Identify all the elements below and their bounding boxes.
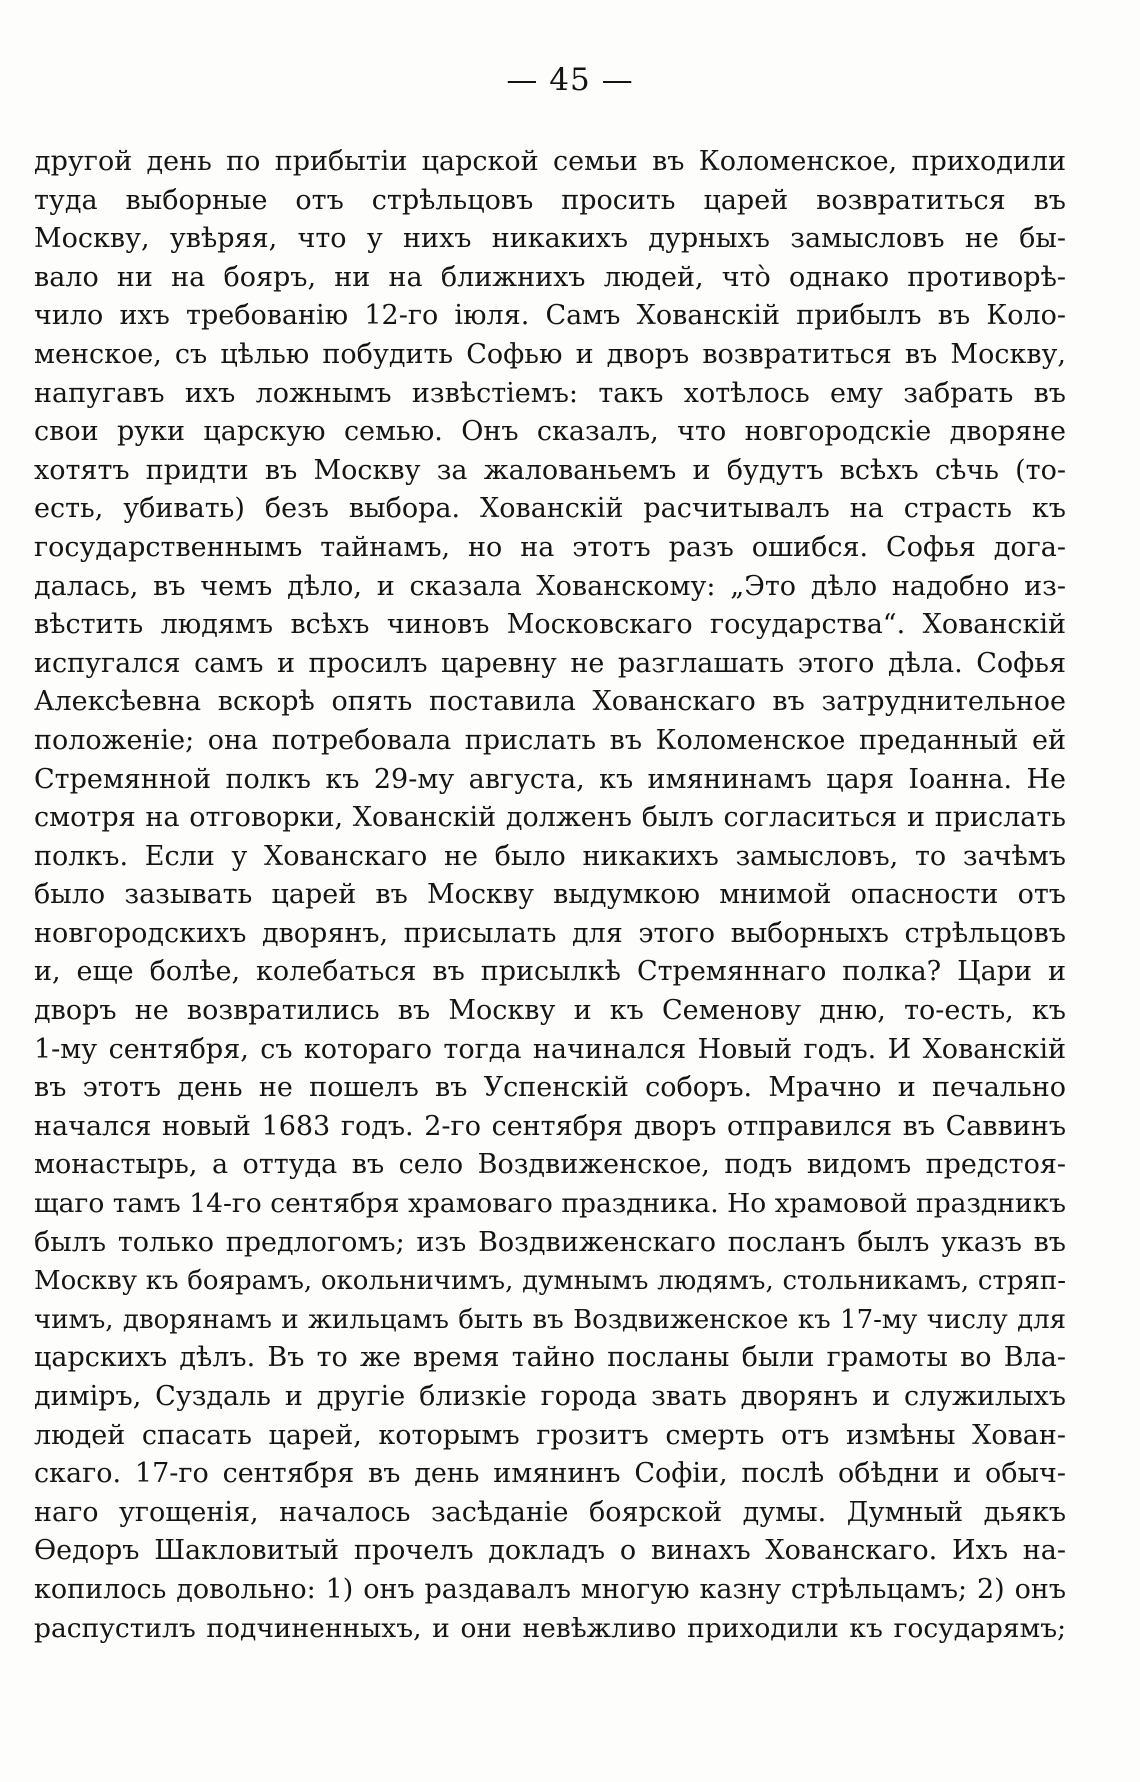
text-line: копилось довольно: 1) онъ раздавалъ многую казну стрѣльцамъ; 2) онъ (34, 1573, 1066, 1605)
text-line: было зазывать царей въ Москву выдумкою мнимой опасности отъ (34, 879, 1066, 911)
text-line: государственнымъ тайнамъ, но на этотъ разъ ошибся. Софья дога- (34, 531, 1066, 563)
body-text (34, 143, 1066, 1648)
text-line: Москву, увѣряя, что у нихъ никакихъ дурныхъ замысловъ не бы- (34, 223, 1066, 255)
text-line: хотятъ придти въ Москву за жалованьемъ и будутъ всѣхъ сѣчь (то- (34, 454, 1066, 486)
text-line: начался новый 1683 годъ. 2-го сентября дворъ отправился въ Саввинъ (34, 1110, 1066, 1142)
text-line: положеніе; она потребовала прислать въ Коломенское преданный ей (34, 724, 1066, 756)
text-line: смотря на отговорки, Хованскій долженъ былъ согласиться и прислать (34, 802, 1066, 834)
text-line: чило ихъ требованію 12-го іюля. Самъ Хованскій прибылъ въ Коло- (34, 300, 1066, 332)
text-line: 1-му сентября, съ котораго тогда начинался Новый годъ. И Хованскій (34, 1033, 1066, 1065)
text-line: наго угощенія, началось засѣданіе боярской думы. Думный дьякъ (34, 1496, 1066, 1528)
text-line: туда выборные отъ стрѣльцовъ просить царей возвратиться въ (34, 184, 1066, 216)
text-line: испугался самъ и просилъ царевну не разглашать этого дѣла. Софья (34, 647, 1066, 679)
text-line: менское, съ цѣлью побудить Софью и дворъ возвратиться въ Москву, (34, 338, 1066, 370)
text-line: Стремянной полкъ къ 29-му августа, къ имянинамъ царя Іоанна. Не (34, 763, 1066, 795)
text-line: свои руки царскую семью. Онъ сказалъ, что новгородскіе дворяне (34, 416, 1066, 448)
text-line: Алексѣевна вскорѣ опять поставила Хованскаго въ затруднительное (34, 686, 1066, 718)
text-line: былъ только предлогомъ; изъ Воздвиженскаго посланъ былъ указъ въ (34, 1226, 1066, 1258)
text-line: распустилъ подчиненныхъ, и они невѣжливо приходили къ государямъ; (34, 1612, 1066, 1644)
text-line: Ѳедоръ Шакловитый прочелъ докладъ о винахъ Хованскаго. Ихъ на- (34, 1535, 1066, 1567)
text-line: чимъ, дворянамъ и жильцамъ быть въ Воздвиженское къ 17-му числу для (34, 1304, 1066, 1335)
text-line: въ этотъ день не пошелъ въ Успенскій соборъ. Мрачно и печально (34, 1072, 1066, 1104)
text-line: полкъ. Если у Хованскаго не было никакихъ замысловъ, то зачѣмъ (34, 840, 1066, 872)
page-number: — 45 — (506, 62, 634, 98)
text-line: щаго тамъ 14-го сентября храмоваго праздника. Но храмовой праздникъ (34, 1188, 1066, 1220)
text-line: вѣстить людямъ всѣхъ чиновъ Московскаго государства“. Хованскій (34, 609, 1066, 641)
text-line: дворъ не возвратились въ Москву и къ Семенову дню, то-есть, къ (34, 995, 1066, 1027)
text-line: другой день по прибытіи царской семьи въ Коломенское, приходили (34, 146, 1066, 177)
text-line: скаго. 17-го сентября въ день имянинъ Софіи, послѣ обѣдни и обыч- (34, 1458, 1066, 1490)
text-line: есть, убивать) безъ выбора. Хованскій расчитывалъ на страсть къ (34, 493, 1066, 525)
text-line: далась, въ чемъ дѣло, и сказала Хованскому: „Это дѣло надобно из- (34, 570, 1066, 602)
text-line: царскихъ дѣлъ. Въ то же время тайно посланы были грамоты во Вла- (34, 1342, 1066, 1374)
text-line: диміръ, Суздаль и другіе близкіе города звать дворянъ и служилыхъ (34, 1381, 1066, 1412)
text-line: Москву къ боярамъ, окольничимъ, думнымъ людямъ, стольникамъ, стряп- (34, 1266, 1066, 1297)
text-line: напугавъ ихъ ложнымъ извѣстіемъ: такъ хотѣлось ему забрать въ (34, 377, 1066, 409)
text-line: новгородскихъ дворянъ, присылать для этого выборныхъ стрѣльцовъ (34, 917, 1066, 949)
text-line: монастырь, а оттуда въ село Воздвиженское, подъ видомъ предстоя- (34, 1149, 1066, 1181)
text-line: вало ни на бояръ, ни на ближнихъ людей, что̀ однако противорѣ- (34, 261, 1066, 293)
text-line: и, еще болѣе, колебаться въ присылкѣ Стремяннаго полка? Цари и (34, 956, 1066, 988)
text-line: людей спасать царей, которымъ грозитъ смерть отъ измѣны Хован- (34, 1419, 1066, 1451)
